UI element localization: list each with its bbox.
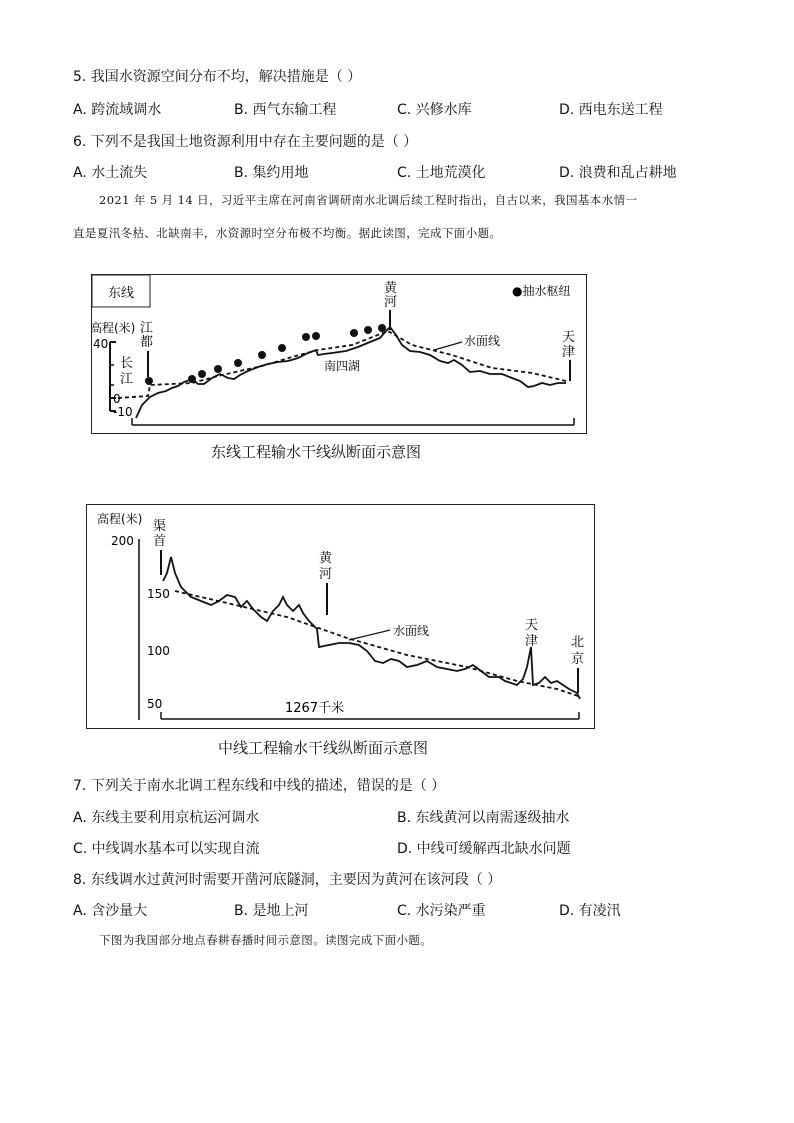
q7-option-c: C. 中线调水基本可以实现自流 <box>73 841 260 857</box>
middle-route-caption: 中线工程输水干线纵断面示意图 <box>218 739 429 757</box>
q8-option-c: C. 水污染严重 <box>397 903 486 919</box>
q7-option-a: A. 东线主要利用京杭运河调水 <box>73 810 260 826</box>
pump-station-marker <box>302 333 310 341</box>
middle-tianjin-label-1: 天 <box>525 618 539 633</box>
passage-1-line-2: 直是夏汛冬枯、北缺南丰，水资源时空分布极不均衡。据此读图，完成下面小题。 <box>73 226 502 240</box>
pump-station-marker <box>198 370 206 378</box>
east-tick-40: 40 <box>93 337 109 351</box>
q5-option-a: A. 跨流域调水 <box>73 102 162 118</box>
q5-option-b: B. 西气东输工程 <box>234 102 337 118</box>
passage-2 <box>73 924 723 957</box>
middle-elevation-title: 高程(米) <box>97 512 143 526</box>
east-route-label: 东线 <box>108 286 135 301</box>
east-route-figure <box>91 274 587 434</box>
changjiang-label-1: 长 <box>120 356 134 371</box>
east-route-profile <box>92 275 586 433</box>
east-water-surface-label: 水面线 <box>464 334 501 348</box>
q6-option-d: D. 浪费和乱占耕地 <box>559 165 677 181</box>
passage-1-line-1: 2021 年 5 月 14 日，习近平主席在河南省调研南水北调后续工程时指出，自古以来，我国基本水情一 <box>99 193 638 207</box>
middle-tick-150: 150 <box>147 587 170 601</box>
beijing-label-1: 北 <box>571 635 585 650</box>
beijing-label-2: 京 <box>571 652 585 667</box>
q7-option-d: D. 中线可缓解西北缺水问题 <box>397 841 571 857</box>
east-water-surface-pointer <box>434 342 462 350</box>
huanghe-label-2: 河 <box>384 295 398 310</box>
middle-route-figure <box>86 504 595 729</box>
pump-station-marker <box>378 324 386 332</box>
pump-station-marker <box>188 375 196 383</box>
q8-stem: 8. 东线调水过黄河时需要开凿河底隧洞，主要因为黄河在该河段（ ） <box>73 872 502 888</box>
middle-tianjin-label-2: 津 <box>525 634 539 649</box>
pump-station-legend: ●抽水枢纽 <box>512 284 571 298</box>
middle-huanghe-label-2: 河 <box>319 567 333 582</box>
qushou-label-1: 渠 <box>153 519 167 534</box>
jiangdu-label-1: 江 <box>140 321 154 336</box>
pump-station-marker <box>278 344 286 352</box>
q8-option-a: A. 含沙量大 <box>73 903 148 919</box>
pump-station-marker <box>364 326 372 334</box>
changjiang-label-2: 江 <box>120 372 134 387</box>
nansihu-label: 南四湖 <box>324 359 361 373</box>
q6-option-c: C. 土地荒漠化 <box>397 165 486 181</box>
passage-2-line-1: 下图为我国部分地点春耕春播时间示意图。读图完成下面小题。 <box>99 933 433 947</box>
middle-tick-100: 100 <box>147 644 170 658</box>
east-tick-minus10: -10 <box>113 405 133 419</box>
pump-station-marker <box>258 351 266 359</box>
q6-option-b: B. 集约用地 <box>234 165 309 181</box>
q6-option-a: A. 水土流失 <box>73 165 148 181</box>
middle-tick-50: 50 <box>147 697 163 711</box>
middle-tick-200: 200 <box>111 534 134 548</box>
middle-terrain-line <box>163 557 580 699</box>
pump-stations <box>145 324 386 385</box>
tianjin-label-2: 津 <box>562 345 576 360</box>
middle-water-surface-pointer <box>349 630 390 640</box>
middle-route-profile <box>87 505 594 728</box>
q5-stem: 5. 我国水资源空间分布不均，解决措施是（ ） <box>73 69 362 85</box>
pump-station-marker <box>234 359 242 367</box>
qushou-label-2: 首 <box>153 534 167 549</box>
east-route-caption: 东线工程输水干线纵断面示意图 <box>211 443 422 461</box>
q8-option-b: B. 是地上河 <box>234 903 309 919</box>
pump-station-marker <box>214 365 222 373</box>
jiangdu-label-2: 都 <box>140 335 154 350</box>
q7-stem: 7. 下列关于南水北调工程东线和中线的描述，错误的是（ ） <box>73 778 446 794</box>
east-elevation-title: 高程(米) <box>92 321 136 335</box>
q8-option-d: D. 有凌汛 <box>559 903 621 919</box>
q5-option-d: D. 西电东送工程 <box>559 102 663 118</box>
q6-stem: 6. 下列不是我国土地资源利用中存在主要问题的是（ ） <box>73 134 418 150</box>
passage-1 <box>73 184 723 250</box>
pump-station-marker <box>145 377 153 385</box>
pump-station-marker <box>350 329 358 337</box>
east-tick-0: 0 <box>113 392 121 406</box>
middle-water-surface-label: 水面线 <box>393 624 430 638</box>
q5-option-c: C. 兴修水库 <box>397 102 472 118</box>
q7-option-b: B. 东线黄河以南需逐级抽水 <box>397 810 570 826</box>
tianjin-label-1: 天 <box>562 330 576 345</box>
distance-label: 1267千米 <box>285 701 345 716</box>
huanghe-label-1: 黄 <box>384 281 398 296</box>
middle-huanghe-label-1: 黄 <box>319 551 333 566</box>
middle-water-surface-line <box>175 591 581 697</box>
pump-station-marker <box>312 332 320 340</box>
